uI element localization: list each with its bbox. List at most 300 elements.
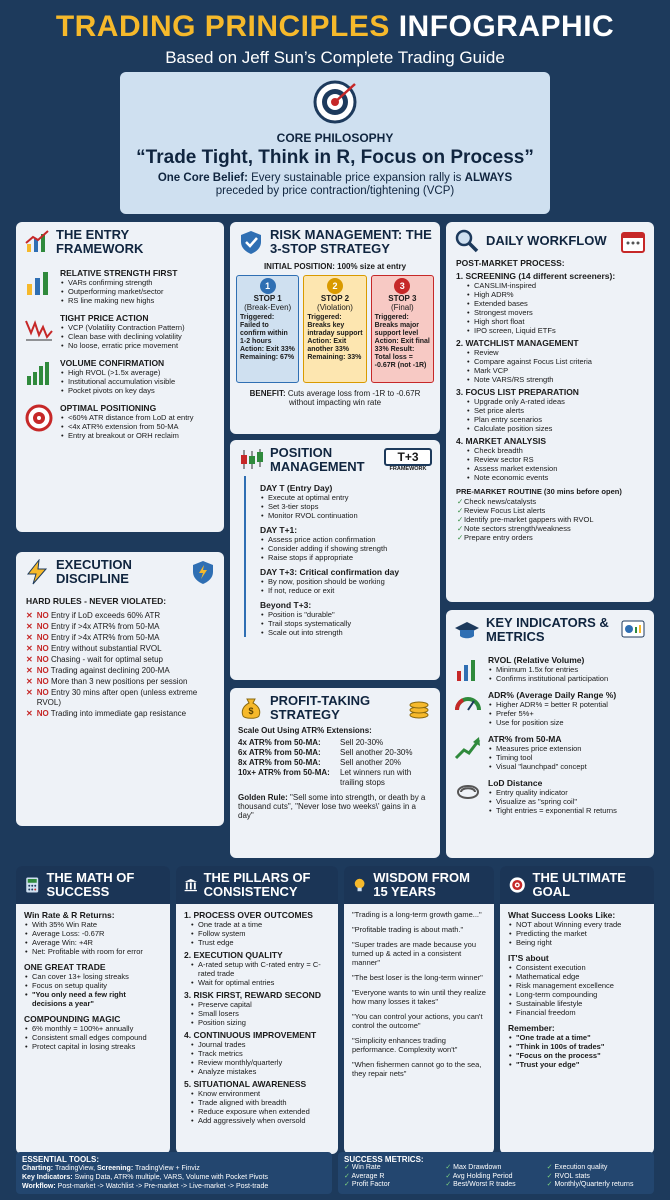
metric-item <box>344 1164 445 1173</box>
goal-bullet: • Risk management excellence <box>508 981 646 990</box>
lightning-icon <box>24 559 50 585</box>
wisdom-panel <box>344 866 494 1146</box>
profit-title: PROFIT-TAKING STRATEGY <box>270 693 371 722</box>
position-day <box>260 567 430 595</box>
entry-item <box>24 403 216 440</box>
no-label: NO <box>36 622 49 631</box>
indicator-item <box>454 734 646 771</box>
goal-bullet: • NOT about Winning every trade <box>508 920 646 929</box>
math-bullet: • Average Loss: -0.67R <box>24 929 162 938</box>
indicator-bullet-list <box>488 665 608 683</box>
core-quote: “Trade Tight, Think in R, Focus on Process” <box>136 147 534 168</box>
day-bullet: • Execute at optimal entry <box>260 493 430 502</box>
daily-bullet: • Calculate position sizes <box>466 424 644 433</box>
metric-item <box>445 1181 546 1190</box>
daily-bullet: • Set price alerts <box>466 406 644 415</box>
profit-scale: Scale Out Using ATR% Extensions: <box>238 726 372 735</box>
daily-heading: 2. WATCHLIST MANAGEMENT <box>456 338 579 348</box>
indicator-items <box>446 646 654 817</box>
goal-list-1 <box>508 920 646 947</box>
rule-text <box>37 666 170 676</box>
daily-section <box>456 436 644 482</box>
pillar <box>184 990 330 1027</box>
daily-bullet: • Mark VCP <box>466 366 644 375</box>
indicator-heading: LoD Distance <box>488 778 543 788</box>
indicator-heading: ADR% (Average Daily Range %) <box>488 690 617 700</box>
daily-section <box>456 271 644 335</box>
wisdom-quotes <box>344 904 494 1154</box>
daily-bullet-list <box>456 281 644 335</box>
day-bullet: • Trail stops systematically <box>260 619 430 628</box>
pillar-bullet: • Know environment <box>190 1089 330 1098</box>
shield-icon <box>238 229 264 255</box>
daily-bullet: • Plan entry scenarios <box>466 415 644 424</box>
indicator-bullet: • Confirms institutional participation <box>488 674 608 683</box>
entry-bullet-list <box>60 323 185 350</box>
rule-item <box>26 709 214 719</box>
goal-bullet: • Mathematical edge <box>508 972 646 981</box>
daily-bullet-list <box>456 397 644 433</box>
daily-bullet: • Note economic events <box>466 473 644 482</box>
goal-bullet: • Consistent execution <box>508 963 646 972</box>
rule: Trading into immediate gap resistance <box>50 709 187 718</box>
wisdom-title: WISDOM FROM 15 YEARS <box>373 870 470 899</box>
rule-item <box>26 644 214 654</box>
stop-body: Triggered: Breaks key intraday support Action: Exit another 33% Remaining: 33% <box>307 314 363 361</box>
zigzag-chart-icon <box>24 313 54 343</box>
entry-framework-panel <box>16 222 224 532</box>
entry-text <box>60 403 194 440</box>
tools-line-1: Charting: TradingView, Screening: TradingView + Finviz <box>22 1165 200 1172</box>
indicator-bullet: • Timing tool <box>488 753 587 762</box>
x-icon: ✕ <box>26 688 33 697</box>
metrics-heading: SUCCESS METRICS: <box>344 1155 424 1164</box>
profit-value: Sell 20-30% <box>340 738 384 747</box>
day-heading: DAY T+3: Critical confirmation day <box>260 567 400 577</box>
pillars-icon <box>184 874 198 896</box>
daily-bullet: • Strongest movers <box>466 308 644 317</box>
entry-text <box>60 268 177 305</box>
indicator-text <box>488 734 587 771</box>
trend-arrow-icon <box>454 734 482 762</box>
entry-items <box>16 258 224 442</box>
pillar-bullet: • One trade at a time <box>190 920 330 929</box>
rule-item <box>26 666 214 676</box>
indicator-bullet: • Visualize as "spring coil" <box>488 797 617 806</box>
check-icon: ✓ <box>445 1172 453 1180</box>
rule: Trading against declining 200-MA <box>50 666 170 675</box>
daily-section <box>456 338 644 384</box>
indicator-bullet: • Tight entries = exponential R returns <box>488 806 617 815</box>
entry-heading: RELATIVE STRENGTH FIRST <box>60 268 178 278</box>
stop-number: 3 <box>394 278 410 294</box>
metrics-grid <box>344 1164 648 1190</box>
metric-item <box>344 1173 445 1182</box>
daily-sections <box>456 271 644 482</box>
day-bullet: • Consider adding if showing strength <box>260 544 430 553</box>
indicator-bullet: • Visual "launchpad" concept <box>488 762 587 771</box>
no-label: NO <box>36 688 49 697</box>
profit-value: Sell another 20-30% <box>340 748 413 757</box>
rule-text <box>37 633 160 643</box>
entry-bullet-list <box>60 413 194 440</box>
position-title: POSITION MANAGEMENT <box>270 445 365 474</box>
page-title <box>0 10 670 44</box>
no-label: NO <box>36 611 49 620</box>
pillar-heading: 5. SITUATIONAL AWARENESS <box>184 1079 307 1089</box>
indicator-heading: RVOL (Relative Volume) <box>488 655 585 665</box>
tools-line-2: Key Indicators: Swing Data, ATR% multiple, VARS, Volume with Pocket Pivots <box>22 1174 269 1181</box>
rvol-bars-icon <box>454 655 482 683</box>
goal-panel <box>500 866 654 1146</box>
entry-text <box>60 358 175 395</box>
day-bullet: • Set 3-tier stops <box>260 502 430 511</box>
indicator-bullet: • Minimum 1.5x for entries <box>488 665 608 674</box>
gauge-icon <box>454 690 482 718</box>
coins-icon <box>406 695 432 721</box>
entry-bullet: • <60% ATR distance from LoD at entry <box>60 413 194 422</box>
page-subtitle: Based on Jeff Sun’s Complete Trading Guide <box>165 48 505 67</box>
indicator-bullet-list <box>488 788 617 815</box>
wisdom-quote: "You can control your actions, you can't control the outcome" <box>352 1012 483 1030</box>
metric-item <box>344 1181 445 1190</box>
indicator-bullet: • Entry quality indicator <box>488 788 617 797</box>
check-icon: ✓ <box>344 1172 352 1180</box>
profit-taking-panel <box>230 688 440 858</box>
indicator-bullet-list <box>488 744 587 771</box>
metric: Avg Holding Period <box>452 1172 513 1180</box>
daily-bullet: • High ADR% <box>466 290 644 299</box>
entry-bullet: • Clean base with declining volatility <box>60 332 185 341</box>
no-label: NO <box>36 666 49 675</box>
profit-value: Sell another 20% <box>340 758 401 767</box>
day-bullet: • By now, position should be working <box>260 577 430 586</box>
day-bullet: • Raise stops if appropriate <box>260 553 430 562</box>
no-label: NO <box>36 655 49 664</box>
no-label: NO <box>36 644 49 653</box>
stop-title: STOP 1 <box>253 294 282 303</box>
metric: RVOL stats <box>554 1172 590 1180</box>
goal-list-3 <box>508 1033 646 1069</box>
graduation-cap-icon <box>454 617 480 643</box>
pillar-bullet-list <box>184 1000 330 1027</box>
entry-text <box>60 313 185 350</box>
pillar-bullet: • Journal trades <box>190 1040 330 1049</box>
daily-pre-label: PRE-MARKET ROUTINE (30 mins before open) <box>456 487 622 496</box>
check-icon: ✓ <box>445 1164 454 1171</box>
indicator-item <box>454 778 646 815</box>
pillar-bullet: • Add aggressively when oversold <box>190 1116 330 1125</box>
rule-text <box>37 677 188 687</box>
indicator-bullet: • Higher ADR% = better R potential <box>488 700 616 709</box>
stop-row <box>230 275 440 383</box>
indicator-bullet-list <box>488 700 616 727</box>
check-icon: ✓ <box>546 1164 555 1171</box>
math-bullet: • Average Win: +4R <box>24 938 162 947</box>
daily-bullet: • High short float <box>466 317 644 326</box>
profit-row <box>238 738 432 748</box>
target-icon <box>311 78 359 126</box>
pillar-bullet: • A-rated setup with C-rated entry = C-rated trade <box>190 960 330 978</box>
profit-row <box>238 748 432 758</box>
bullseye-icon <box>24 403 54 433</box>
metric-item <box>547 1164 648 1173</box>
pillar-bullet: • Small losers <box>190 1009 330 1018</box>
risk-title: RISK MANAGEMENT: THE 3-STOP STRATEGY <box>270 227 432 256</box>
entry-bullet: • VCP (Volatility Contraction Pattern) <box>60 323 185 332</box>
svg-text:$: $ <box>248 706 254 716</box>
rule: Entry if >4x ATR% from 50-MA <box>50 622 160 631</box>
pillar-bullet: • Trust edge <box>190 938 330 947</box>
goal-target-icon <box>508 874 527 896</box>
daily-bullet: • IPO screen, Liquid ETFs <box>466 326 644 335</box>
rule-item <box>26 655 214 665</box>
key-indicators-panel <box>446 610 654 858</box>
entry-heading: OPTIMAL POSITIONING <box>60 403 157 413</box>
calculator-icon <box>24 874 40 896</box>
pillar-bullet: • Follow system <box>190 929 330 938</box>
pillars-title: THE PILLARS OF CONSISTENCY <box>203 870 311 899</box>
pillar-bullet-list <box>184 920 330 947</box>
pillar-heading: 1. PROCESS OVER OUTCOMES <box>184 910 313 920</box>
pillar-bullet-list <box>184 960 330 987</box>
entry-bullet: • Entry at breakout or ORH reclaim <box>60 431 194 440</box>
check-icon: ✓ <box>546 1172 555 1180</box>
daily-heading: 1. SCREENING (14 different screeners): <box>456 271 616 281</box>
day-bullet-list <box>260 610 430 637</box>
pre-item: ✓ Identify pre-market gappers with RVOL <box>456 515 644 524</box>
entry-bullet: • Institutional accumulation visible <box>60 377 175 386</box>
goal-bullet: • "One trade at a time" <box>508 1033 646 1042</box>
profit-key: 8x ATR% from 50-MA: <box>238 758 321 767</box>
daily-bullet-list <box>456 446 644 482</box>
no-label: NO <box>36 633 49 642</box>
check-icon: ✓ <box>445 1181 454 1188</box>
pillar <box>184 910 330 947</box>
pre-item: ✓ Prepare entry orders <box>456 533 644 542</box>
daily-heading: 4. MARKET ANALYSIS <box>456 436 547 446</box>
title-main-a: TRADING PRINCIPLES <box>55 10 390 43</box>
stop-number: 1 <box>260 278 276 294</box>
stop-phase: (Break-Even) <box>244 303 292 312</box>
metric-item <box>547 1173 648 1182</box>
stop-card-1 <box>236 275 299 383</box>
math-s2: ONE GREAT TRADE <box>24 962 106 972</box>
math-bullet: • 6% monthly = 100%+ annually <box>24 1024 162 1033</box>
execution-title: EXECUTION DISCIPLINE <box>56 557 132 586</box>
stop-card-3 <box>371 275 434 383</box>
position-days <box>244 476 440 637</box>
profit-row <box>238 758 432 768</box>
pillar-bullet: • Review monthly/quarterly <box>190 1058 330 1067</box>
daily-workflow-panel <box>446 222 654 602</box>
rule: Entry 30 mins after open (unless extreme RVOL) <box>36 688 198 707</box>
math-bullet: • Net: Profitable with room for error <box>24 947 162 956</box>
math-panel <box>16 866 170 1146</box>
daily-bullet: • Check breadth <box>466 446 644 455</box>
goal-list-2 <box>508 963 646 1017</box>
money-bag-icon <box>238 695 264 721</box>
math-bullet: • With 35% Win Rate <box>24 920 162 929</box>
wisdom-quote: "Super trades are made because you turned up & acted in a consistent manner" <box>352 940 476 967</box>
rule: Entry without substantial RVOL <box>50 644 162 653</box>
metric: Execution quality <box>554 1164 608 1171</box>
rule-text <box>37 688 214 708</box>
metric: Best/Worst R trades <box>453 1181 516 1188</box>
rule-item <box>26 677 214 687</box>
rule-text <box>37 655 163 665</box>
x-icon: ✕ <box>26 622 33 631</box>
daily-post-label: POST-MARKET PROCESS: <box>456 258 565 268</box>
pillar-bullet: • Position sizing <box>190 1018 330 1027</box>
rule: Entry if LoD exceeds 60% ATR <box>50 611 161 620</box>
entry-bullet: • RS line making new highs <box>60 296 177 305</box>
stop-phase: (Final) <box>390 303 414 312</box>
stop-title: STOP 2 <box>320 294 350 303</box>
math-bullet: • Consistent small edges compound <box>24 1033 162 1042</box>
entry-title: THE ENTRY FRAMEWORK <box>56 227 144 256</box>
tools-line-3: Workflow: Post-market -> Watchlist -> Pre-market -> Live-market -> Post-trade <box>22 1183 269 1190</box>
pillar-heading: 2. EXECUTION QUALITY <box>184 950 283 960</box>
day-bullet: • Position is "durable" <box>260 610 430 619</box>
metric: Monthly/Quarterly returns <box>554 1181 634 1188</box>
pillar <box>184 950 330 987</box>
t3-badge: T+3 FRAMEWORK <box>384 448 432 472</box>
profit-key: 4x ATR% from 50-MA: <box>238 738 321 747</box>
day-heading: DAY T (Entry Day) <box>260 483 333 493</box>
growth-chart-icon <box>24 229 50 255</box>
stop-title: STOP 3 <box>388 294 417 303</box>
math-s1: Win Rate & R Returns: <box>24 910 115 920</box>
rule-item <box>26 611 214 621</box>
wisdom-quote: "Trading is a long-term growth game..." <box>352 910 482 919</box>
indicator-text <box>488 655 608 683</box>
daily-title: DAILY WORKFLOW <box>486 233 607 248</box>
core-label: CORE PHILOSOPHY <box>276 131 394 145</box>
entry-bullet: • VARs confirming strength <box>60 278 177 287</box>
rule-text <box>37 644 162 654</box>
pillar <box>184 1030 330 1076</box>
metric: Win Rate <box>351 1164 381 1171</box>
entry-bullet: • High RVOL (>1.5x average) <box>60 368 175 377</box>
profit-value: Let winners run with trailing stops <box>340 768 412 787</box>
metric-item <box>445 1164 546 1173</box>
goal-s1: What Success Looks Like: <box>508 910 616 920</box>
goal-bullet: • "Think in 100s of trades" <box>508 1042 646 1051</box>
indicator-bullet: • Use for position size <box>488 718 616 727</box>
rule-text <box>37 709 186 719</box>
daily-heading: 3. FOCUS LIST PREPARATION <box>456 387 579 397</box>
day-bullet: • Assess price action confirmation <box>260 535 430 544</box>
math-s3: COMPOUNDING MAGIC <box>24 1014 121 1024</box>
pillars-panel <box>176 866 338 1146</box>
daily-bullet: • Note VARS/RS strength <box>466 375 644 384</box>
magnifier-icon <box>454 228 480 254</box>
daily-bullet: • Review sector RS <box>466 455 644 464</box>
position-management-panel <box>230 440 440 680</box>
candlestick-icon <box>238 447 264 473</box>
x-icon: ✕ <box>26 655 33 664</box>
calendar-icon <box>620 228 646 254</box>
entry-bullet-list <box>60 278 177 305</box>
rule-text <box>37 611 160 621</box>
x-icon: ✕ <box>26 677 33 686</box>
x-icon: ✕ <box>26 666 33 675</box>
position-day <box>260 600 430 637</box>
stop-number: 2 <box>327 278 343 294</box>
indicator-item <box>454 690 646 727</box>
day-heading: DAY T+1: <box>260 525 298 535</box>
pillar-bullet-list <box>184 1040 330 1076</box>
execution-discipline-panel <box>16 552 224 826</box>
daily-bullet: • Review <box>466 348 644 357</box>
entry-item <box>24 358 216 395</box>
wisdom-quote: "Profitable trading is about math." <box>352 925 464 934</box>
pillar-bullet: • Preserve capital <box>190 1000 330 1009</box>
check-icon: ✓ <box>344 1164 352 1171</box>
goal-s2: IT'S about <box>508 953 549 963</box>
metric: Average R <box>351 1172 385 1180</box>
rule-item <box>26 633 214 643</box>
day-bullet: • Monitor RVOL continuation <box>260 511 430 520</box>
rule: Entry if >4x ATR% from 50-MA <box>50 633 160 642</box>
coil-spring-icon <box>454 778 482 806</box>
golden-rule: Golden Rule: "Sell some into strength, or death by a thousand cuts", "Never lose two weeks\' gains in a day" <box>238 793 426 820</box>
core-philosophy-panel <box>120 72 550 214</box>
profit-row <box>238 768 432 788</box>
title-main-b: INFOGRAPHIC <box>398 10 615 43</box>
indicator-heading: ATR% from 50-MA <box>488 734 562 744</box>
wisdom-quote: "When fishermen cannot go to the sea, they repair nets" <box>352 1060 482 1078</box>
lightbulb-icon <box>352 874 367 896</box>
entry-bullet: • Pocket pivots on key days <box>60 386 175 395</box>
profit-rows <box>238 738 432 788</box>
pillar-bullet: • Analyze mistakes <box>190 1067 330 1076</box>
wisdom-quote: "Everyone wants to win until they realize how many losses it takes" <box>352 988 486 1006</box>
metric: Profit Factor <box>351 1181 390 1188</box>
math-list-1 <box>24 920 162 956</box>
risk-initial: INITIAL POSITION: 100% size at entry <box>263 262 407 271</box>
daily-section <box>456 387 644 433</box>
stop-body: Triggered: Failed to confirm within 1-2 hours Action: Exit 33% Remaining: 67% <box>240 314 295 361</box>
day-bullet-list <box>260 493 430 520</box>
rule: More than 3 new positions per session <box>50 677 188 686</box>
entry-heading: VOLUME CONFIRMATION <box>60 358 165 368</box>
metric-item <box>445 1173 546 1182</box>
rule-item <box>26 688 214 708</box>
core-belief: One Core Belief: Every sustainable price expansion rally is ALWAYS preceded by price contraction/tightening (VCP) <box>157 172 513 197</box>
entry-bullet: • <4x ATR% extension from 50-MA <box>60 422 194 431</box>
footer-metrics <box>338 1152 654 1194</box>
metric-item <box>547 1181 648 1190</box>
stop-card-2 <box>303 275 366 383</box>
pillar <box>184 1079 330 1125</box>
entry-bullet-list <box>60 368 175 395</box>
entry-bullet: • Outperforming market/sector <box>60 287 177 296</box>
position-day <box>260 483 430 520</box>
position-day <box>260 525 430 562</box>
tools-heading: ESSENTIAL TOOLS: <box>22 1155 100 1164</box>
entry-heading: TIGHT PRICE ACTION <box>60 313 149 323</box>
badge-shield-icon <box>190 559 216 585</box>
daily-bullet-list <box>456 348 644 384</box>
pre-item: ✓ Review Focus List alerts <box>456 506 644 515</box>
bar-chart-icon <box>24 268 54 298</box>
profit-key: 10x+ ATR% from 50-MA: <box>238 768 330 777</box>
goal-bullet: • Predicting the market <box>508 929 646 938</box>
no-label: NO <box>36 709 49 718</box>
wisdom-quote: "The best loser is the long-term winner" <box>352 973 483 982</box>
